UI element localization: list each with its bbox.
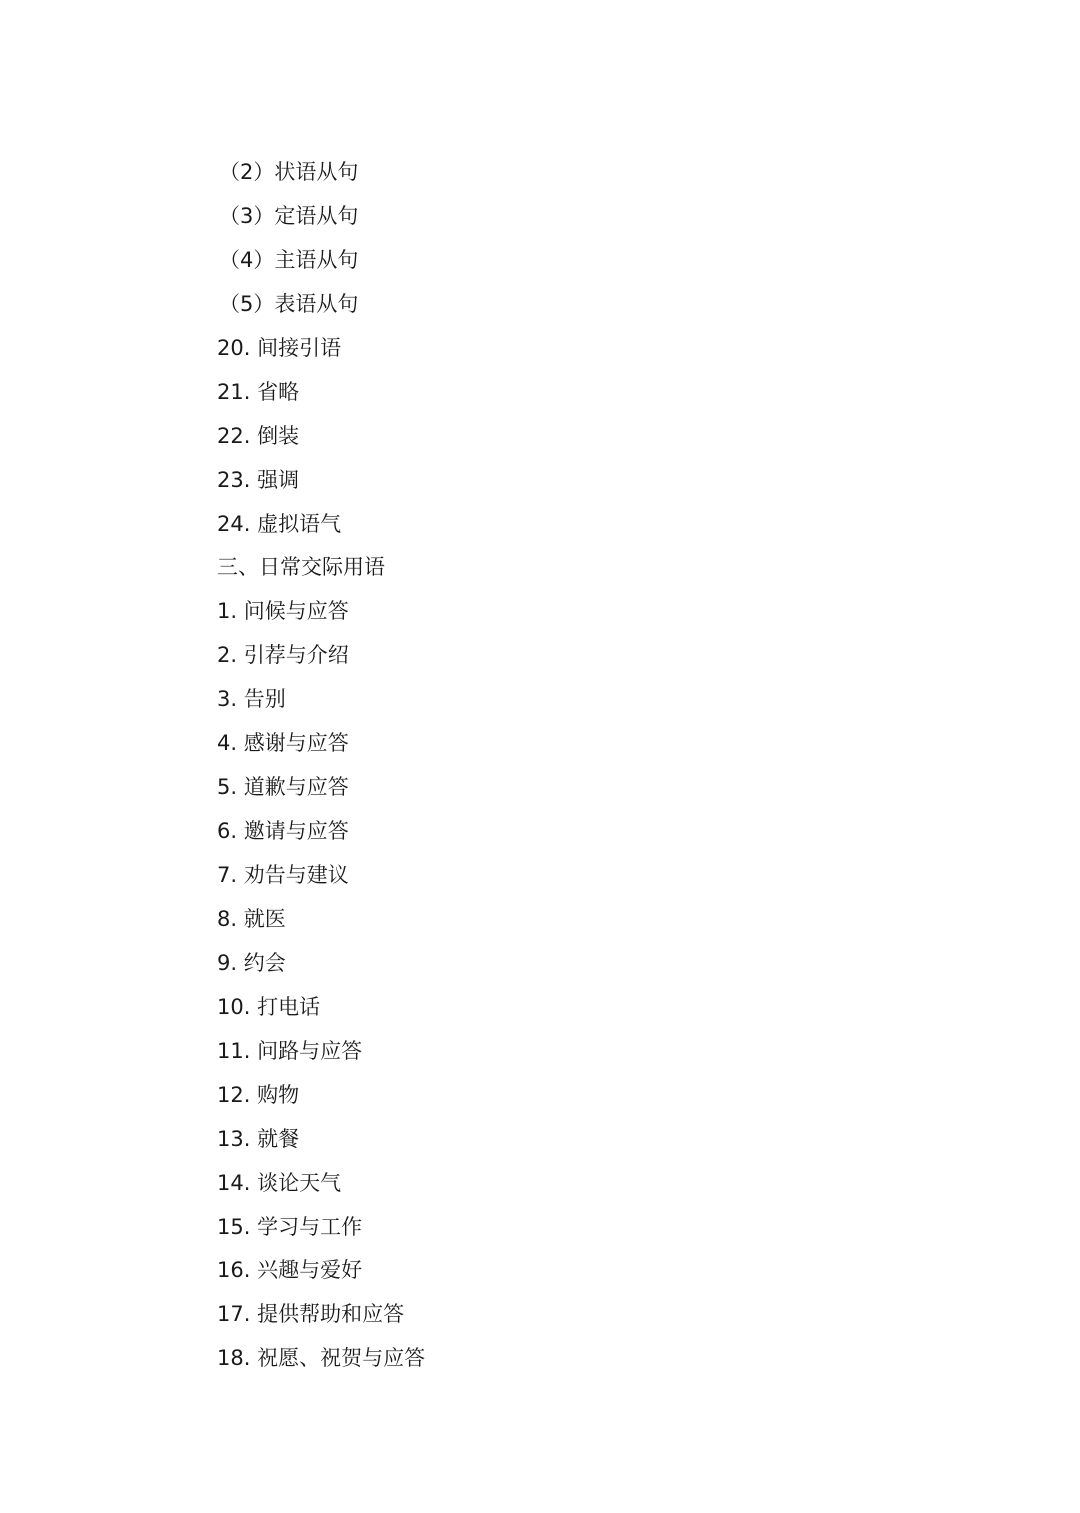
outline-item: 2. 引荐与介绍	[217, 643, 349, 668]
outline-item: 1. 问候与应答	[217, 599, 349, 624]
outline-item: 18. 祝愿、祝贺与应答	[217, 1346, 426, 1371]
outline-item: 23. 强调	[217, 467, 300, 492]
outline-subitem: （5）表语从句	[219, 291, 359, 316]
outline-item: 14. 谈论天气	[217, 1170, 342, 1195]
outline-item: 24. 虚拟语气	[217, 511, 342, 536]
section-heading: 三、日常交际用语	[217, 555, 385, 580]
outline-item: 6. 邀请与应答	[217, 819, 349, 844]
outline-item: 15. 学习与工作	[217, 1214, 363, 1239]
outline-item: 9. 约会	[217, 950, 286, 975]
outline-item: 20. 间接引语	[217, 335, 342, 360]
outline-subitem: （2）状语从句	[219, 160, 359, 184]
outline-item: 12. 购物	[217, 1082, 300, 1107]
outline-item: 17. 提供帮助和应答	[217, 1302, 405, 1327]
outline-list	[217, 151, 425, 1381]
outline-item: 5. 道歉与应答	[217, 775, 349, 800]
outline-item: 7. 劝告与建议	[217, 863, 349, 887]
outline-item: 21. 省略	[217, 379, 300, 404]
outline-item: 13. 就餐	[217, 1126, 300, 1151]
outline-subitem: （4）主语从句	[219, 247, 359, 272]
outline-item: 11. 问路与应答	[217, 1038, 363, 1063]
outline-item: 22. 倒装	[217, 423, 300, 448]
outline-item: 8. 就医	[217, 906, 286, 931]
outline-item: 4. 感谢与应答	[217, 731, 349, 756]
outline-subitem: （3）定语从句	[219, 203, 359, 228]
outline-item: 3. 告别	[217, 687, 286, 712]
outline-item: 10. 打电话	[217, 994, 321, 1019]
outline-item: 16. 兴趣与爱好	[217, 1258, 363, 1283]
